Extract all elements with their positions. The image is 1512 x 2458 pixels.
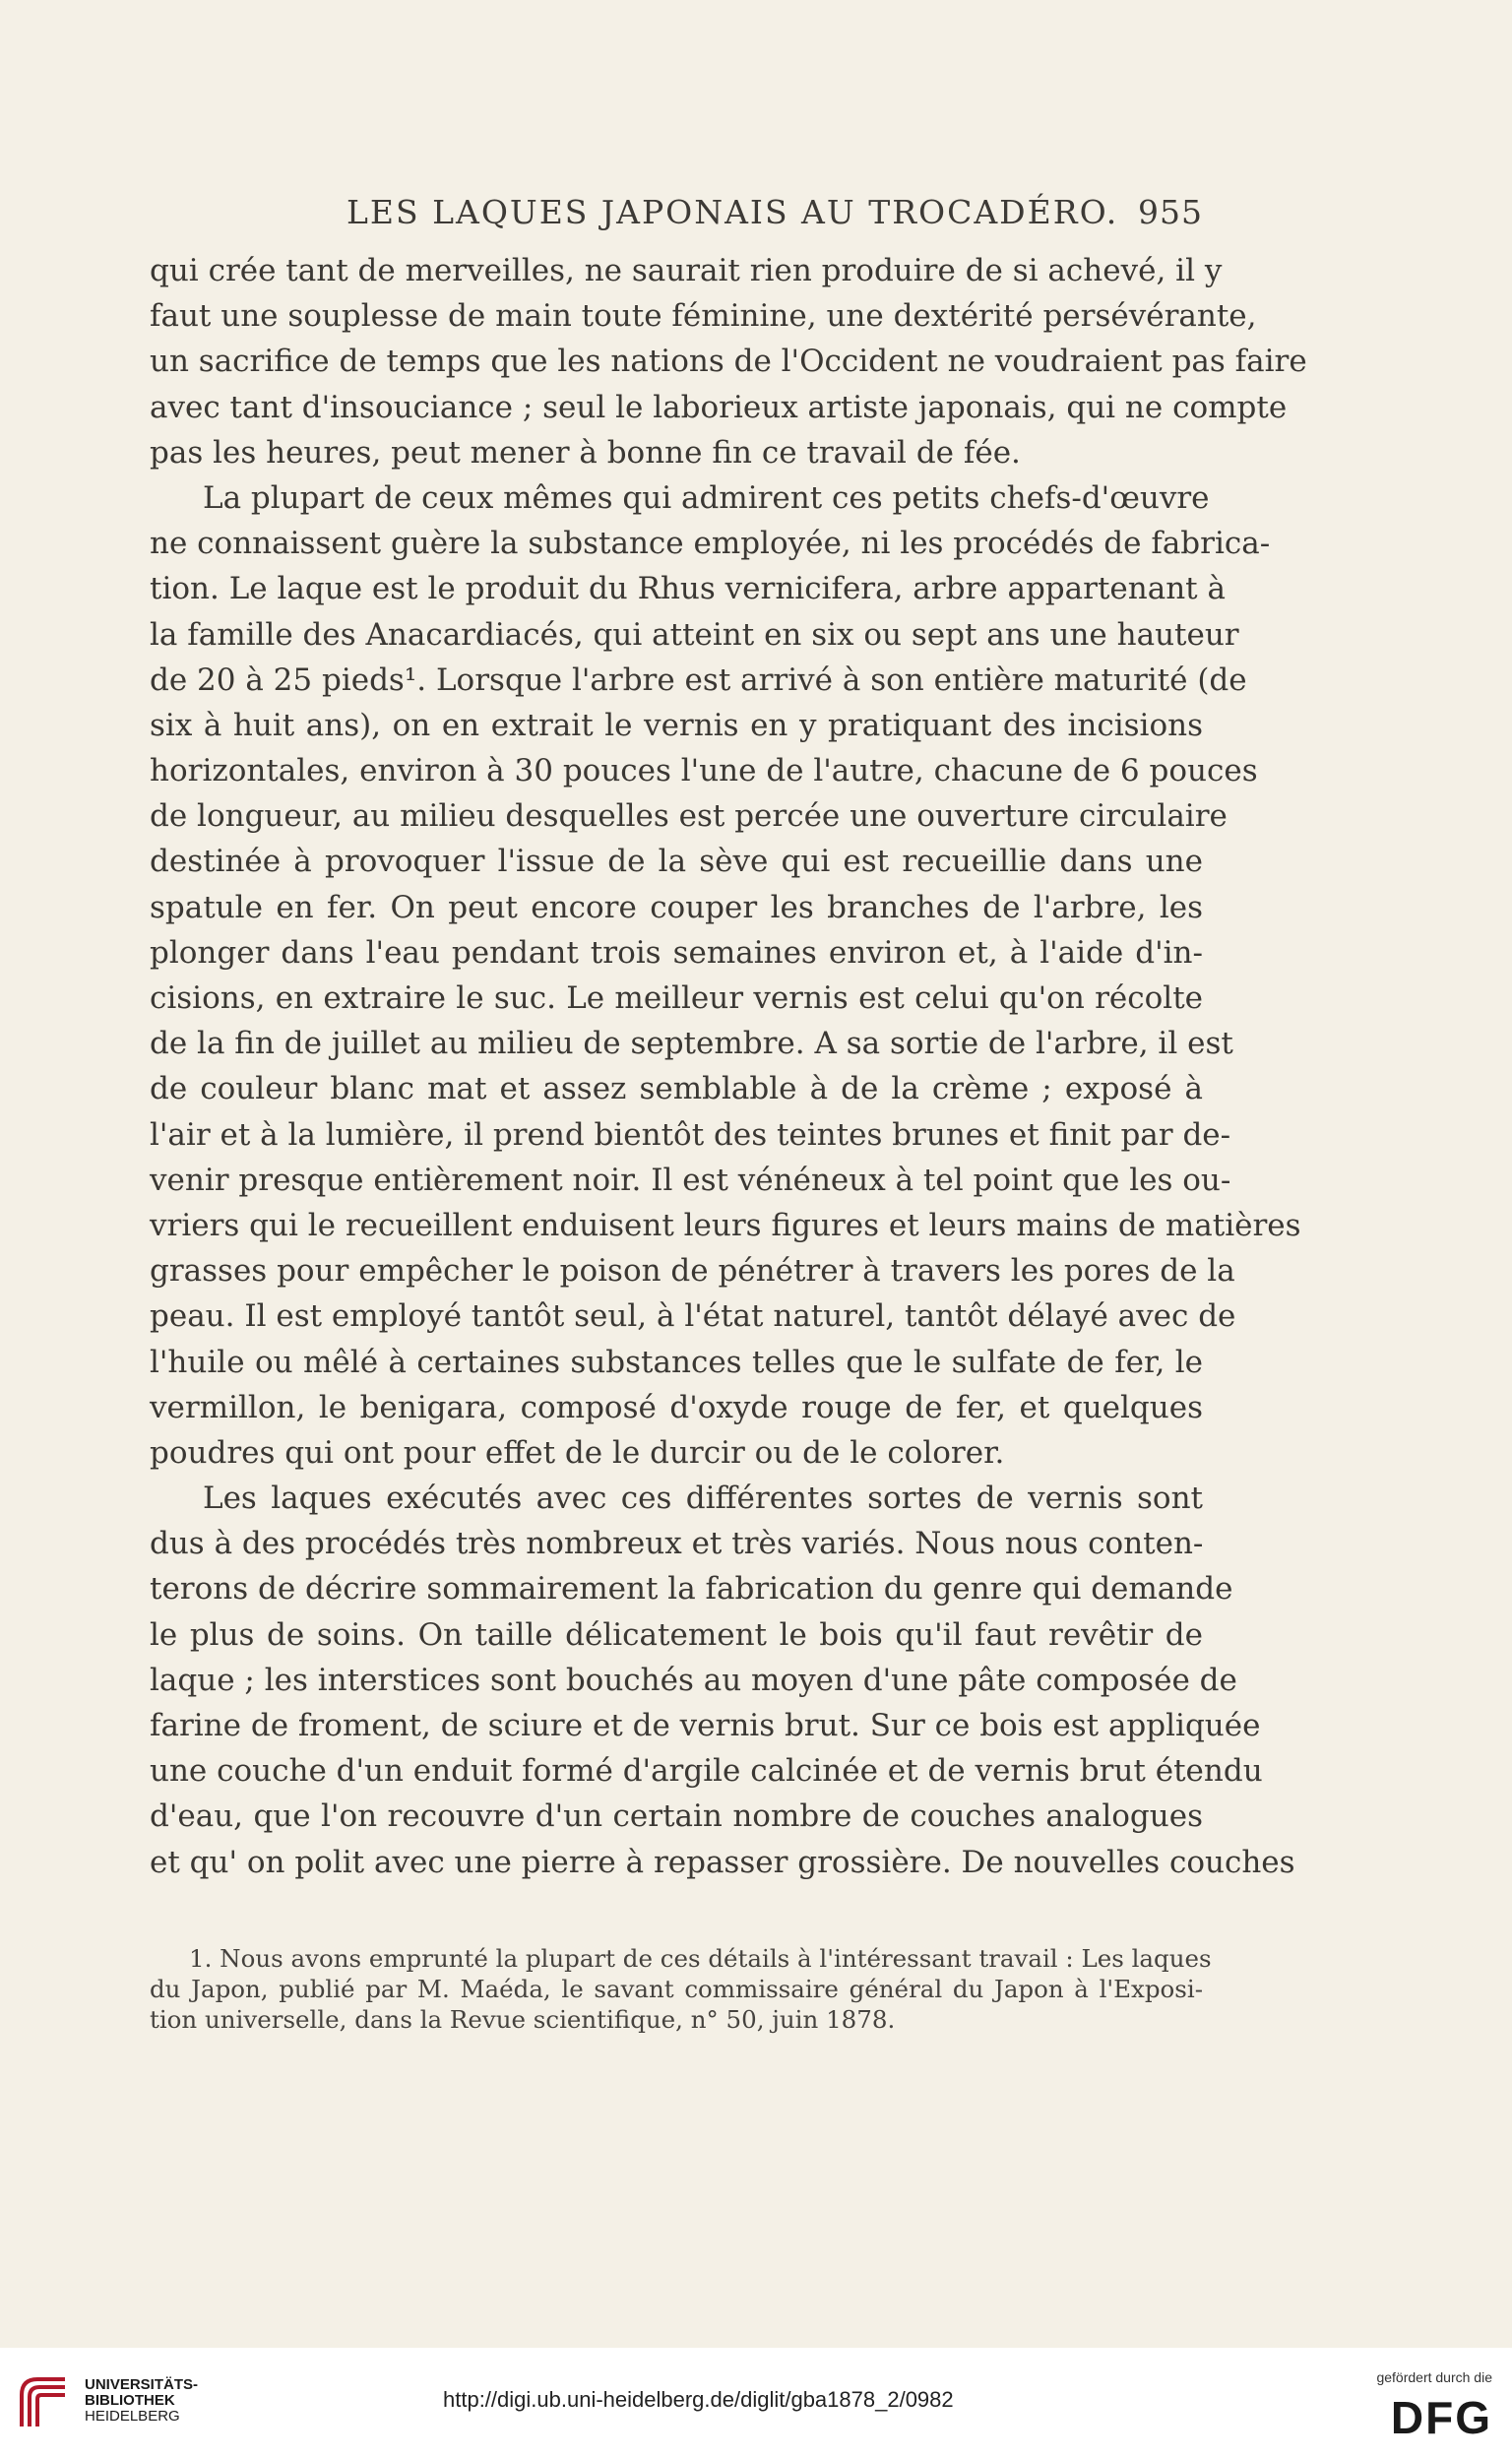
text-line: un sacrifice de temps que les nations de l'Occident ne voudraient pas faire bbox=[150, 344, 1307, 380]
text-line: cisions, en extraire le suc. Le meilleur vernis est celui qu'on récolte bbox=[150, 980, 1203, 1016]
text-line: ne connaissent guère la substance employée, ni les procédés de fabrica- bbox=[150, 526, 1271, 562]
running-header bbox=[150, 193, 1203, 232]
text-line: destinée à provoquer l'issue de la sève qui est recueillie dans une bbox=[150, 844, 1203, 880]
text-line: dus à des procédés très nombreux et très variés. Nous nous conten- bbox=[150, 1526, 1204, 1562]
body-text bbox=[150, 248, 1307, 1885]
dfg-logo: DFG bbox=[1390, 2392, 1492, 2443]
text-line: de longueur, au milieu desquelles est percée une ouverture circulaire bbox=[150, 798, 1228, 835]
text-line: plonger dans l'eau pendant trois semaines environ et, à l'aide d'in- bbox=[150, 934, 1203, 971]
text-line: venir presque entièrement noir. Il est vénéneux à tel point que les ou- bbox=[150, 1162, 1231, 1198]
library-name-line: BIBLIOTHEK bbox=[85, 2392, 175, 2409]
text-line: Les laques exécutés avec ces différentes sortes de vernis sont bbox=[203, 1481, 1203, 1517]
text-line: vermillon, le benigara, composé d'oxyde rouge de fer, et quelques bbox=[150, 1389, 1203, 1425]
text-line: de la fin de juillet au milieu de septembre. A sa sortie de l'arbre, il est bbox=[150, 1026, 1233, 1062]
text-line: farine de froment, de sciure et de vernis brut. Sur ce bois est appliquée bbox=[150, 1708, 1261, 1743]
library-city: HEIDELBERG bbox=[85, 2408, 180, 2425]
text-line: six à huit ans), on en extrait le vernis en y pratiquant des incisions bbox=[150, 707, 1203, 743]
text-line: tion. Le laque est le produit du Rhus vernicifera, arbre appartenant à bbox=[150, 571, 1226, 607]
text-line: vriers qui le recueillent enduisent leurs figures et leurs mains de matières bbox=[150, 1207, 1301, 1243]
text-line: l'huile ou mêlé à certaines substances telles que le sulfate de fer, le bbox=[150, 1344, 1203, 1380]
footnote-line: du Japon, publié par M. Maéda, le savant commissaire général du Japon à l'Exposi- bbox=[150, 1975, 1203, 2003]
text-line: et qu' on polit avec une pierre à repasser grossière. De nouvelles couches bbox=[150, 1844, 1295, 1880]
text-line: de couleur blanc mat et assez semblable à de la crème ; exposé à bbox=[150, 1071, 1203, 1107]
text-line: qui crée tant de merveilles, ne saurait rien produire de si achevé, il y bbox=[150, 253, 1223, 288]
text-line: d'eau, que l'on recouvre d'un certain nombre de couches analogues bbox=[150, 1798, 1203, 1835]
text-line: laque ; les interstices sont bouchés au moyen d'une pâte composée de bbox=[150, 1662, 1237, 1698]
text-line: faut une souplesse de main toute féminine, une dextérité persévérante, bbox=[150, 298, 1257, 335]
text-line: pas les heures, peut mener à bonne fin ce travail de fée. bbox=[150, 434, 1021, 471]
university-library-logo-icon bbox=[14, 2365, 73, 2434]
page-number: 955 bbox=[1138, 193, 1203, 231]
footnotes bbox=[150, 1943, 1212, 2035]
permalink-url[interactable]: http://digi.ub.uni-heidelberg.de/diglit/gba1878_2/0982 bbox=[443, 2387, 954, 2412]
running-title: LES LAQUES JAPONAIS AU TROCADÉRO. bbox=[346, 193, 1119, 231]
text-line: terons de décrire sommairement la fabrication du genre qui demande bbox=[150, 1571, 1233, 1607]
text-line: La plupart de ceux mêmes qui admirent ces petits chefs-d'œuvre bbox=[203, 479, 1210, 516]
text-line: spatule en fer. On peut encore couper les branches de l'arbre, les bbox=[150, 889, 1203, 925]
library-name bbox=[85, 2377, 198, 2425]
digitization-footer bbox=[0, 2348, 1512, 2458]
text-line: peau. Il est employé tantôt seul, à l'état naturel, tantôt délayé avec de bbox=[150, 1298, 1236, 1335]
text-line: la famille des Anacardiacés, qui atteint en six ou sept ans une hauteur bbox=[150, 616, 1239, 653]
text-line: poudres qui ont pour effet de le durcir ou de le colorer. bbox=[150, 1434, 1005, 1471]
text-line: horizontales, environ à 30 pouces l'une de l'autre, chacune de 6 pouces bbox=[150, 753, 1258, 789]
text-line: l'air et à la lumière, il prend bientôt des teintes brunes et finit par de- bbox=[150, 1116, 1231, 1153]
text-line: une couche d'un enduit formé d'argile calcinée et de vernis brut étendu bbox=[150, 1753, 1263, 1790]
footnote-line: 1. Nous avons emprunté la plupart de ces détails à l'intéressant travail : Les laques bbox=[189, 1944, 1212, 1973]
funder-caption: gefördert durch die bbox=[1376, 2369, 1492, 2385]
library-name-line: UNIVERSITÄTS- bbox=[85, 2376, 199, 2393]
footnote-line: tion universelle, dans la Revue scientifique, n° 50, juin 1878. bbox=[150, 2005, 896, 2034]
text-line: grasses pour empêcher le poison de pénétrer à travers les pores de la bbox=[150, 1253, 1235, 1290]
text-line: de 20 à 25 pieds¹. Lorsque l'arbre est arrivé à son entière maturité (de bbox=[150, 662, 1247, 698]
text-line: avec tant d'insouciance ; seul le laborieux artiste japonais, qui ne compte bbox=[150, 389, 1288, 425]
text-line: le plus de soins. On taille délicatement le bois qu'il faut revêtir de bbox=[150, 1616, 1203, 1653]
